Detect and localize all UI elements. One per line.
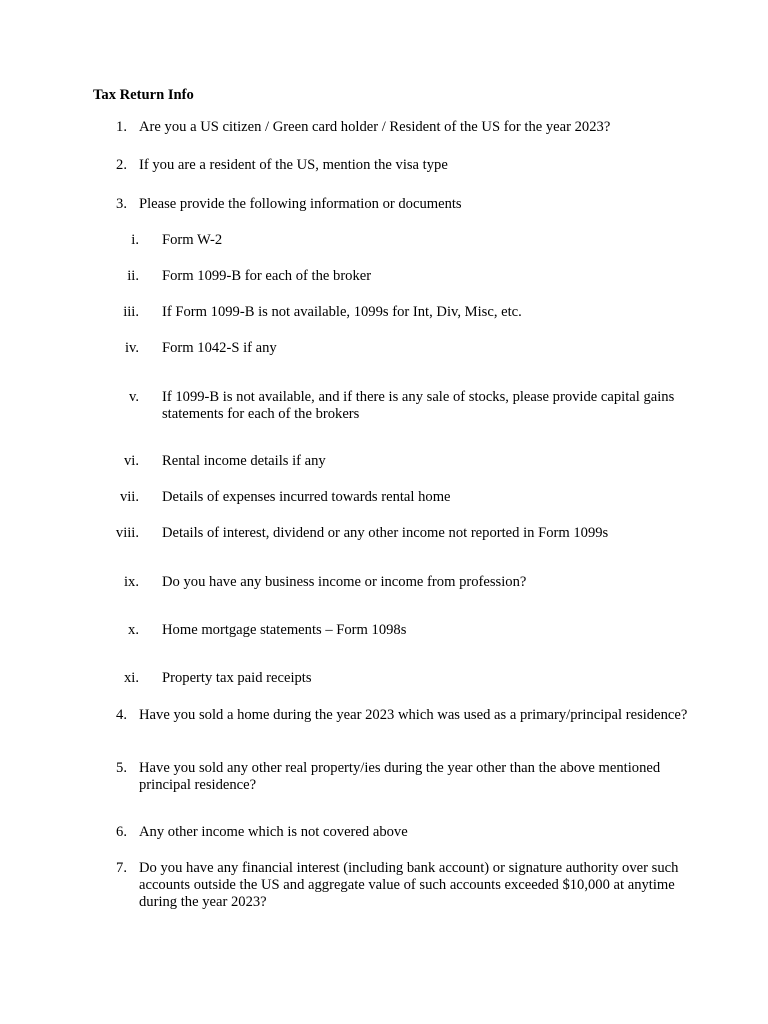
sub-item-number: xi. xyxy=(124,670,139,686)
sub-item-text: Property tax paid receipts xyxy=(162,670,312,686)
sub-item-text: Details of interest, dividend or any other income not reported in Form 1099s xyxy=(162,525,609,541)
question-number: 4. xyxy=(116,707,127,723)
sub-item-text: Form 1099-B for each of the broker xyxy=(162,268,372,284)
document-title: Tax Return Info xyxy=(93,87,194,103)
question-text: Do you have any financial interest (including bank account) or signature authority over such accounts outside the US and aggregate value of such accounts exceeded $10,000 at anytime during the year 2023? xyxy=(139,860,679,910)
question-text: Are you a US citizen / Green card holder / Resident of the US for the year 2023? xyxy=(139,119,611,135)
sub-item-text: Details of expenses incurred towards rental home xyxy=(162,489,451,505)
question-text: Any other income which is not covered above xyxy=(139,824,408,840)
question-number: 1. xyxy=(116,119,127,135)
sub-item-number: ii. xyxy=(127,268,139,284)
sub-item-number: iv. xyxy=(124,340,139,356)
sub-item-number: viii. xyxy=(115,525,139,541)
sub-item-number: iii. xyxy=(123,304,139,320)
sub-item-text: Form W-2 xyxy=(162,232,223,248)
question-number: 5. xyxy=(116,760,127,776)
question-text: Have you sold any other real property/ies during the year other than the above mentioned principal residence? xyxy=(139,760,661,793)
sub-item-number: vi. xyxy=(124,453,139,469)
sub-item-number: vii. xyxy=(119,489,139,505)
sub-item-number: x. xyxy=(128,622,139,638)
question-number: 7. xyxy=(116,860,127,876)
sub-item-text: Do you have any business income or income from profession? xyxy=(162,574,527,590)
question-text: Have you sold a home during the year 2023 which was used as a primary/principal residence? xyxy=(139,707,688,723)
sub-item-text: Home mortgage statements – Form 1098s xyxy=(162,622,407,638)
question-number: 2. xyxy=(116,157,127,173)
sub-item-text: If Form 1099-B is not available, 1099s for Int, Div, Misc, etc. xyxy=(162,304,522,320)
sub-item-text: Rental income details if any xyxy=(162,453,326,469)
question-number: 6. xyxy=(116,824,127,840)
question-text: Please provide the following information or documents xyxy=(139,196,462,212)
sub-item-text: If 1099-B is not available, and if there is any sale of stocks, please provide capital gains statements for each of the brokers xyxy=(162,389,675,422)
sub-item-number: ix. xyxy=(124,574,139,590)
sub-item-text: Form 1042-S if any xyxy=(162,340,277,356)
sub-item-number: v. xyxy=(129,389,139,405)
question-text: If you are a resident of the US, mention the visa type xyxy=(139,157,448,173)
sub-item-number: i. xyxy=(131,232,139,248)
question-number: 3. xyxy=(116,196,127,212)
